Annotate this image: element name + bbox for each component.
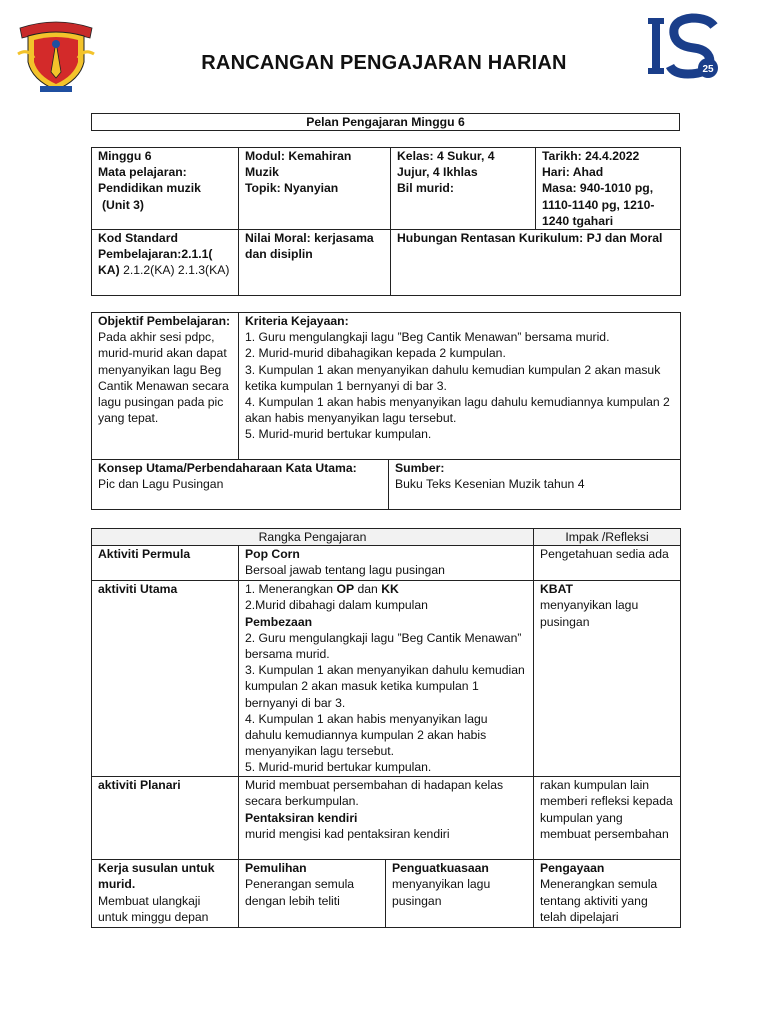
pentaksiran-text: murid mengisi kad pentaksiran kendiri (245, 826, 450, 841)
utama-item: 3. Kumpulan 1 akan menyanyikan dahulu kemudian kumpulan 2 akan masuk ketika kumpulan 1 bernyanyi di bar 3. (245, 663, 525, 710)
sumber-cell (389, 460, 681, 510)
pemulihan-title: Pemulihan (245, 861, 307, 876)
pengayaan-cell (534, 860, 681, 928)
hubungan: Hubungan Rentasan Kurikulum: PJ dan Moral (391, 230, 681, 296)
kbat-text: menyanyikan lagu pusingan (540, 598, 639, 629)
kbat-title: KBAT (540, 582, 573, 597)
permula-impak: Pengetahuan sedia ada (534, 546, 681, 581)
modul: Modul: Kemahiran Muzik (245, 149, 352, 180)
kelas-cell (391, 148, 536, 230)
svg-text:25: 25 (702, 64, 714, 75)
mata-label: Mata pelajaran: (98, 165, 187, 180)
utama-impak-cell (534, 581, 681, 777)
susulan-cell (92, 860, 239, 928)
kelas: Kelas: 4 Sukur, 4 Jujur, 4 Ikhlas (397, 149, 495, 180)
permula-text: Bersoal jawab tentang lagu pusingan (245, 563, 445, 578)
kriteria-item: 1. Guru mengulangkaji lagu ”Beg Cantik Menawan” bersama murid. (245, 330, 610, 345)
tarikh-cell (536, 148, 681, 230)
hari: Hari: Ahad (542, 165, 604, 180)
sumber-text: Buku Teks Kesenian Muzik tahun 4 (395, 477, 585, 492)
planari-label: aktiviti Planari (92, 777, 239, 860)
utama-label: aktiviti Utama (92, 581, 239, 777)
pengukuhan-title: Penguatkuasaan (392, 861, 489, 876)
mata-value: Pendidikan muzik (98, 181, 201, 196)
pengayaan-title: Pengayaan (540, 861, 605, 876)
kod-rest: 2.1.2(KA) 2.1.3(KA) (123, 263, 230, 278)
kriteria-cell (239, 313, 681, 460)
permula-label: Aktiviti Permula (92, 546, 239, 581)
impak-header: Impak /Refleksi (534, 529, 681, 546)
pemulihan-text: Penerangan semula dengan lebih teliti (245, 877, 355, 908)
topik: Topik: Nyanyian (245, 181, 339, 196)
planari-impak: rakan kumpulan lain memberi refleksi kepada kumpulan yang membuat persembahan (534, 777, 681, 860)
pemulihan-cell (239, 860, 386, 928)
pengukuhan-text: menyanyikan lagu pusingan (392, 877, 491, 908)
utama-item: 5. Murid-murid bertukar kumpulan. (245, 760, 432, 775)
utama-line2: 2.Murid dibahagi dalam kumpulan (245, 598, 428, 613)
unit: (Unit 3) (102, 197, 144, 212)
bil-murid: Bil murid: (397, 181, 454, 196)
minggu-cell (92, 148, 239, 230)
pentaksiran-title: Pentaksiran kendiri (245, 810, 358, 825)
kriteria-item: 2. Murid-murid dibahagikan kepada 2 kumpulan. (245, 346, 506, 361)
tarikh: Tarikh: 24.4.2022 (542, 149, 640, 163)
masa: Masa: 940-1010 pg, 1110-1140 pg, 1210-1240 tgahari (542, 181, 655, 228)
minggu: Minggu 6 (98, 149, 152, 163)
konsep-cell (92, 460, 389, 510)
objective-table (91, 312, 681, 510)
utama-line1: 1. Menerangkan OP dan KK (245, 582, 399, 597)
permula-title: Pop Corn (245, 547, 300, 562)
sumber-label: Sumber: (395, 461, 445, 475)
nilai: Nilai Moral: kerjasama dan disiplin (239, 230, 391, 296)
konsep-text: Pic dan Lagu Pusingan (98, 477, 224, 492)
kod-label: Kod Standard Pembelajaran:2.1.1( KA) (98, 231, 213, 278)
objektif-cell (92, 313, 239, 460)
rangka-table (91, 528, 681, 928)
konsep-label: Konsep Utama/Perbendaharaan Kata Utama: (98, 461, 357, 475)
pembezaan-title: Pembezaan (245, 614, 313, 629)
kod-cell (92, 230, 239, 296)
kriteria-label: Kriteria Kejayaan: (245, 314, 349, 328)
kriteria-item: 5. Murid-murid bertukar kumpulan. (245, 427, 432, 442)
pengayaan-text: Menerangkan semula tentang aktiviti yang telah dipelajari (540, 877, 658, 924)
planari-text: Murid membuat persembahan di hadapan kelas secara berkumpulan. (245, 778, 504, 809)
week-title-table (91, 113, 680, 131)
objektif-label: Objektif Pembelajaran: (98, 314, 231, 328)
utama-item: 4. Kumpulan 1 akan habis menyanyikan lagu dahulu kemudiannya kumpulan 2 akan habis menyanyikan lagu tersebut. (245, 711, 488, 759)
utama-cell (239, 581, 534, 777)
modul-cell (239, 148, 391, 230)
susulan-label: Kerja susulan untuk murid. (98, 861, 215, 892)
info-table (91, 147, 681, 296)
permula-cell (239, 546, 534, 581)
objektif-text: Pada akhir sesi pdpc, murid-murid akan dapat menyanyikan lagu Beg Cantik Menawan secara lagu pusingan pada pic yang tepat. (98, 330, 229, 426)
page-title: RANCANGAN PENGAJARAN HARIAN (201, 52, 567, 74)
week-title: Pelan Pengajaran Minggu 6 (92, 114, 680, 131)
kriteria-item: 3. Kumpulan 1 akan menyanyikan dahulu kemudian kumpulan 2 akan masuk ketika kumpulan 1 bernyanyi di bar 3. (245, 362, 661, 393)
susulan-text: Membuat ulangkaji untuk minggu depan (98, 893, 209, 924)
pengukuhan-cell (386, 860, 534, 928)
planari-cell (239, 777, 534, 860)
utama-item: 2. Guru mengulangkaji lagu ”Beg Cantik Menawan” bersama murid. (245, 630, 522, 662)
rangka-header: Rangka Pengajaran (92, 529, 534, 546)
kriteria-item: 4. Kumpulan 1 akan habis menyanyikan lagu dahulu kemudiannya kumpulan 2 akan habis menyanyikan lagu tersebut. (245, 395, 670, 426)
